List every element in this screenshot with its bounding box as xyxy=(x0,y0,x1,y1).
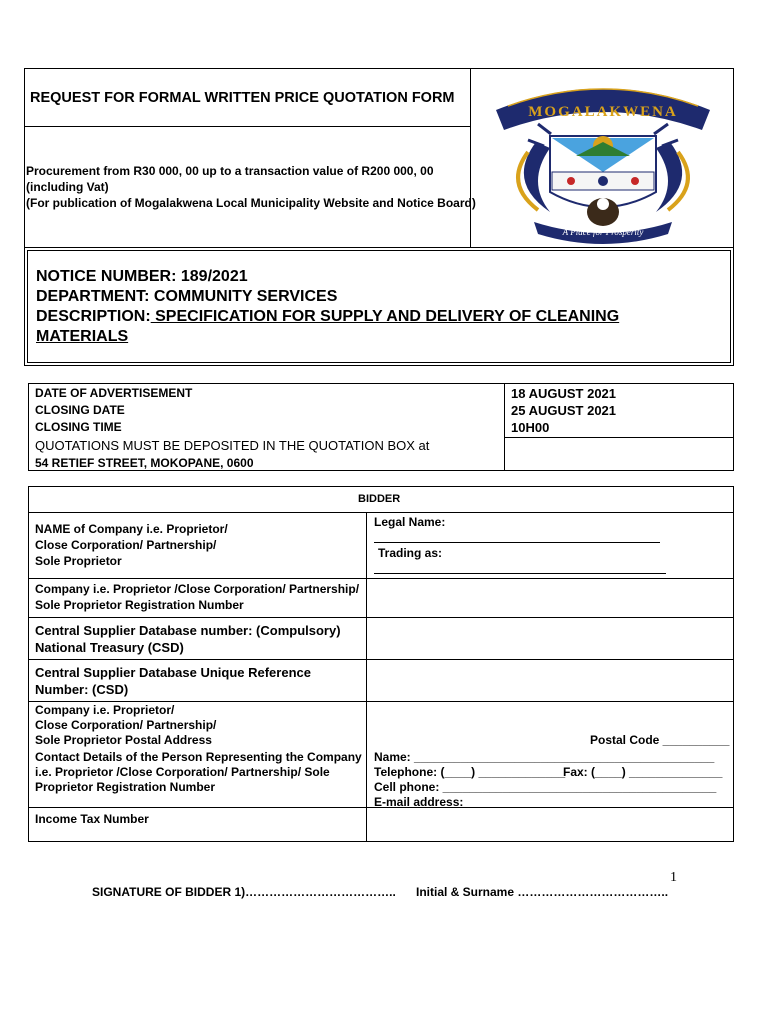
procurement-line-3: (For publication of Mogalakwena Local Municipality Website and Notice Board) xyxy=(26,196,476,210)
deposit-instruction: QUOTATIONS MUST BE DEPOSITED IN THE QUOTATION BOX at xyxy=(35,438,430,453)
contact-label-3: Proprietor Registration Number xyxy=(35,780,216,794)
csd-number-label-1: Central Supplier Database number: (Compulsory) xyxy=(35,623,341,638)
description-text: SPECIFICATION FOR SUPPLY AND DELIVERY OF CLEANING xyxy=(150,308,620,325)
signature-line[interactable]: SIGNATURE OF BIDDER 1)……………………………….. xyxy=(92,885,396,899)
bidder-heading-line xyxy=(28,512,734,513)
notice-number: NOTICE NUMBER: 189/2021 xyxy=(36,268,248,285)
registration-label-1: Company i.e. Proprietor /Close Corporation/ Partnership/ xyxy=(35,582,360,596)
legal-name-field[interactable] xyxy=(374,542,660,543)
postal-address-label-3: Sole Proprietor Postal Address xyxy=(35,733,212,747)
registration-label-2: Sole Proprietor Registration Number xyxy=(35,598,244,612)
contact-name-field[interactable]: Name: _____________________________________________ xyxy=(374,750,715,764)
page-number: 1 xyxy=(670,870,677,885)
form-title: REQUEST FOR FORMAL WRITTEN PRICE QUOTATION FORM xyxy=(30,90,455,106)
csd-number-label-2: National Treasury (CSD) xyxy=(35,640,184,655)
logo-motto: A Place for Prosperity xyxy=(562,227,644,237)
income-tax-label: Income Tax Number xyxy=(35,812,149,826)
csd-number-field[interactable] xyxy=(367,618,733,658)
contact-cell-field[interactable]: Cell phone: _________________________________________ xyxy=(374,780,717,794)
procurement-line-1: Procurement from R30 000, 00 up to a transaction value of R200 000, 00 xyxy=(26,164,434,178)
municipality-logo xyxy=(476,72,730,244)
logo-name: MOGALAKWENA xyxy=(528,104,678,120)
company-name-label-3: Sole Proprietor xyxy=(35,554,122,568)
closing-time-label: CLOSING TIME xyxy=(35,420,122,434)
income-tax-field[interactable] xyxy=(367,808,733,841)
registration-number-field[interactable] xyxy=(367,579,733,616)
csd-reference-field[interactable] xyxy=(367,660,733,700)
closing-date-value: 25 AUGUST 2021 xyxy=(511,403,617,418)
trading-as-label: Trading as: xyxy=(378,546,443,560)
notice-department: DEPARTMENT: COMMUNITY SERVICES xyxy=(36,288,338,305)
closing-date-label: CLOSING DATE xyxy=(35,403,125,417)
logo-crest-icon xyxy=(476,72,730,244)
postal-code-field[interactable]: Postal Code __________ xyxy=(590,733,730,747)
header-divider-vertical xyxy=(470,68,471,248)
notice-description-line-2: MATERIALS xyxy=(36,328,129,345)
contact-fax-field[interactable]: Fax: (____) ______________ xyxy=(563,765,723,779)
csd-reference-label-2: Number: (CSD) xyxy=(35,682,129,697)
advert-date-value: 18 AUGUST 2021 xyxy=(511,386,617,401)
initial-surname-line[interactable]: Initial & Surname ……………………………….. xyxy=(416,885,669,899)
trading-as-field[interactable] xyxy=(374,573,666,574)
company-name-label-2: Close Corporation/ Partnership/ xyxy=(35,538,217,552)
company-name-label-1: NAME of Company i.e. Proprietor/ xyxy=(35,522,228,536)
contact-email-field[interactable]: E-mail address: ______________________________________ xyxy=(374,795,721,809)
row-line-4 xyxy=(28,701,734,702)
dates-table-row-line xyxy=(504,437,734,438)
postal-address-label-1: Company i.e. Proprietor/ xyxy=(35,703,175,717)
advert-date-label: DATE OF ADVERTISEMENT xyxy=(35,386,193,400)
closing-time-value: 10H00 xyxy=(511,420,550,435)
dates-table-divider xyxy=(504,383,505,471)
contact-label-2: i.e. Proprietor /Close Corporation/ Partnership/ Sole xyxy=(35,765,330,779)
legal-name-label: Legal Name: xyxy=(374,515,446,529)
procurement-line-2: (including Vat) xyxy=(26,180,109,194)
csd-reference-label-1: Central Supplier Database Unique Reference xyxy=(35,665,311,680)
contact-label-1: Contact Details of the Person Representing the Company xyxy=(35,750,362,764)
header-divider-horizontal xyxy=(24,126,470,127)
bidder-heading: BIDDER xyxy=(358,493,401,505)
notice-description-line-1 xyxy=(36,307,619,327)
postal-address-label-2: Close Corporation/ Partnership/ xyxy=(35,718,217,732)
description-label: DESCRIPTION: xyxy=(36,308,151,325)
deposit-address: 54 RETIEF STREET, MOKOPANE, 0600 xyxy=(35,456,254,470)
contact-telephone-field[interactable]: Telephone: (____) _____________ xyxy=(374,765,566,779)
